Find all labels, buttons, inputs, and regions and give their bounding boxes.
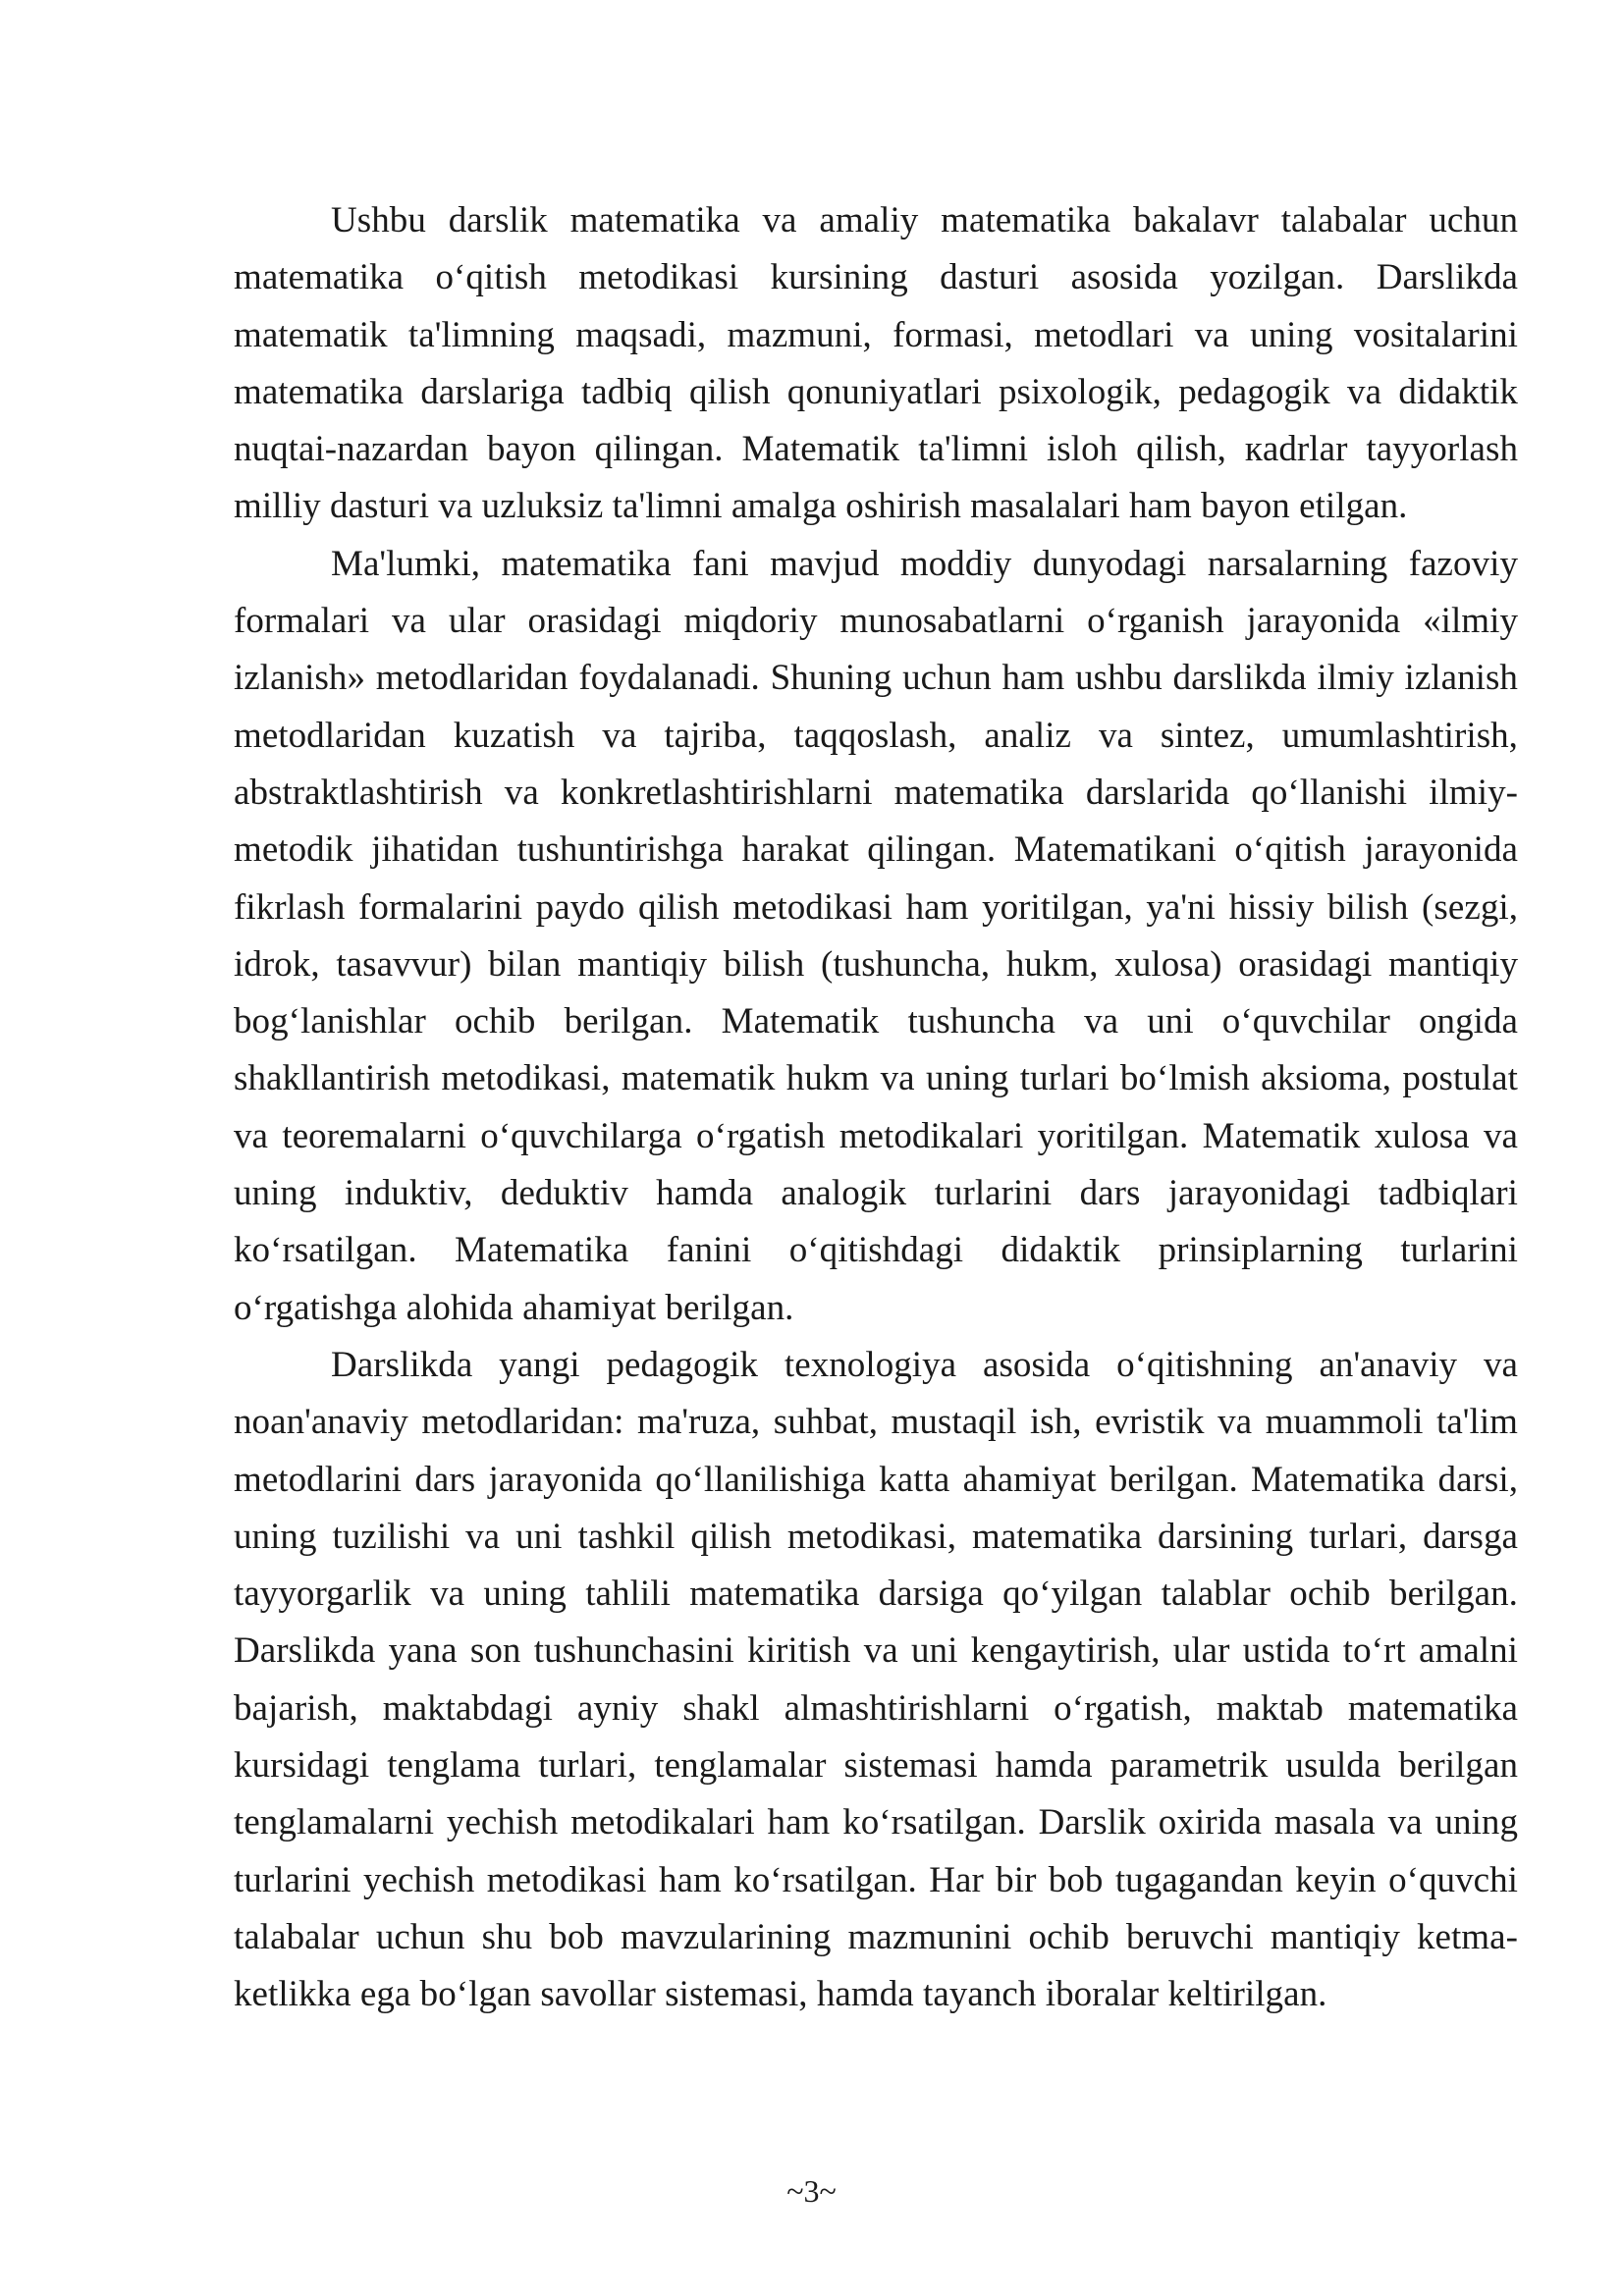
body-text: [234, 192, 1518, 2024]
paragraph-1: Ushbu darslik matematika va amaliy matematika bakalavr talabalar uchun matematika o‘qitish metodikasi kursining dasturi asosida yozilgan. Darslikda matematik ta'limning maqsadi, mazmuni, formasi, metodlari va uning vositalarini matematika darslariga tadbiq qilish qonuniyatlari psixologik, pedagogik va didaktik nuqtai-nazardan bayon qilingan. Matematik ta'limni isloh qilish, кadrlar tayyorlash milliy dasturi va uzluksiz ta'limni amalga oshirish masalalari ham bayon etilgan.: [234, 200, 1519, 527]
paragraph-2: Ma'lumki, matematika fani mavjud moddiy dunyodagi narsalarning fazoviy formalari va ular orasidagi miqdoriy munosabatlarni o‘rganish jarayonida «ilmiy izlanish» metodlaridan foydalanadi. Shuning uchun ham ushbu darslikda ilmiy izlanish metodlaridan kuzatish va tajriba, taqqoslash, analiz va sintez, umumlashtirish, abstraktlashtirish va konkretlashtirishlarni matematika darslarida qo‘llanishi ilmiy-metodik jihatidan tushuntirishga harakat qilingan. Matematikani o‘qitish jarayonida fikrlash formalarini paydo qilish metodikasi ham yoritilgan, ya'ni hissiy bilish (sezgi, idrok, tasavvur) bilan mantiqiy bilish (tushuncha, hukm, xulosa) orasidagi mantiqiy bog‘lanishlar ochib berilgan. Matematik tushuncha va uni o‘quvchilar ongida shakllantirish metodikasi, matematik hukm va uning turlari bo‘lmish aksioma, postulat va teoremalarni o‘quvchilarga o‘rgatish metodikalari yoritilgan. Matematik xulosa va uning induktiv, deduktiv hamda analogik turlarini dars jarayonidagi tadbiqlari ko‘rsatilgan. Matematika fanini o‘qitishdagi didaktik prinsiplarning turlarini o‘rgatishga alohida ahamiyat berilgan.: [234, 543, 1518, 1328]
paragraph-3: Darslikda yangi pedagogik texnologiya asosida o‘qitishning an'anaviy va noan'anaviy metodlaridan: ma'ruza, suhbat, mustaqil ish, evristik va muammoli ta'lim metodlarini dars jarayonida qo‘llanilishiga katta ahamiyat berilgan. Matematika darsi, uning tuzilishi va uni tashkil qilish metodikasi, matematika darsining turlari, darsga tayyorgarlik va uning tahlili matematika darsiga qo‘yilgan talablar ochib berilgan. Darslikda yana son tushunchasini kiritish va uni kengaytirish, ular ustida to‘rt amalni bajarish, maktabdagi ayniy shakl almashtirishlarni o‘rgatish, maktab matematika kursidagi tenglama turlari, tenglamalar sistemasi hamda parametrik usulda berilgan tenglamalarni yechish metodikalari ham ko‘rsatilgan. Darslik oxirida masala va uning turlarini yechish metodikasi ham ko‘rsatilgan. Har bir bob tugagandan keyin o‘quvchi talabalar uchun shu bob mavzularining mazmunini ochib beruvchi mantiqiy ketma-ketlikka ega bo‘lgan savollar sistemasi, hamda tayanch iboralar keltirilgan.: [234, 1344, 1518, 2015]
page-number: ~3~: [786, 2173, 837, 2209]
